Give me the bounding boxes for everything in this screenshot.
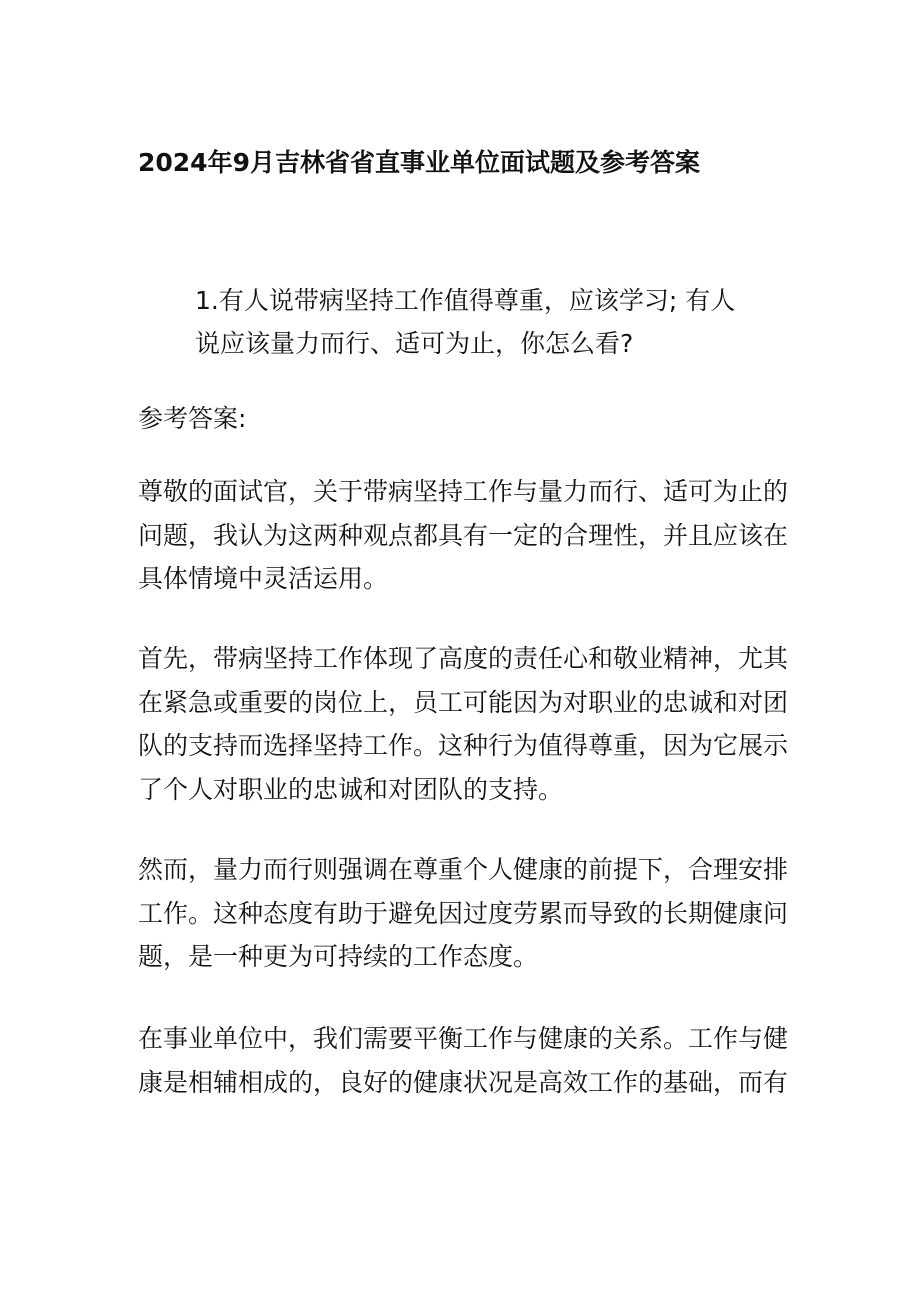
question-line: 说应该量力而行、适可为止，你怎么看? — [195, 329, 634, 358]
paragraph-line: 然而，量力而行则强调在尊重个人健康的前提下，合理安排 — [138, 855, 789, 884]
paragraph-line: 首先，带病坚持工作体现了高度的责任心和敬业精神，尤其 — [138, 644, 789, 673]
answer-paragraph-1 — [138, 470, 798, 601]
paragraph-line: 康是相辅相成的，良好的健康状况是高效工作的基础，而有 — [138, 1067, 789, 1097]
answer-paragraph-2 — [138, 637, 798, 811]
paragraph-line: 问题，我认为这两种观点都具有一定的合理性，并且应该在 — [138, 520, 789, 550]
paragraph-line: 尊敬的面试官，关于带病坚持工作与量力而行、适可为止的 — [138, 477, 789, 506]
paragraph-line: 了个人对职业的忠诚和对团队的支持。 — [138, 774, 564, 804]
question-line: 1.有人说带病坚持工作值得尊重，应该学习; 有人 — [195, 286, 736, 315]
paragraph-line: 题，是一种更为可持续的工作态度。 — [138, 942, 539, 971]
answer-label: 参考答案: — [138, 404, 247, 433]
paragraph-line: 在紧急或重要的岗位上，员工可能因为对职业的忠诚和对团 — [138, 687, 789, 717]
paragraph-line: 工作。这种态度有助于避免因过度劳累而导致的长期健康问 — [138, 898, 789, 928]
paragraph-line: 在事业单位中，我们需要平衡工作与健康的关系。工作与健 — [138, 1024, 789, 1053]
paragraph-line: 具体情境中灵活运用。 — [138, 564, 389, 593]
answer-paragraph-4 — [138, 1017, 798, 1104]
paragraph-line: 队的支持而选择坚持工作。这种行为值得尊重，因为它展示 — [138, 731, 789, 760]
document-title: 2024年9月吉林省省直事业单位面试题及参考答案 — [138, 148, 700, 177]
answer-paragraph-3 — [138, 848, 798, 979]
question — [195, 279, 795, 365]
